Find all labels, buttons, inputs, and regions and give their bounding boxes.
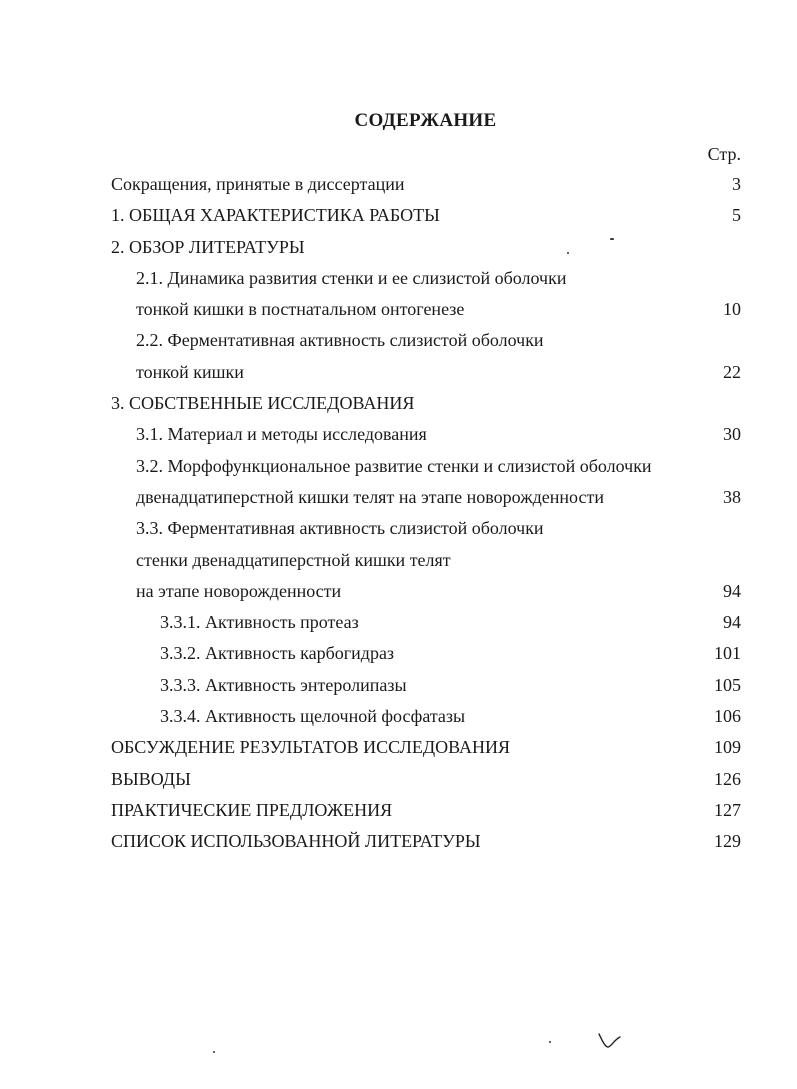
toc-entry-page: 38 <box>723 486 741 507</box>
toc-entry-page: 105 <box>714 674 741 695</box>
toc-entry-page: 129 <box>714 831 741 852</box>
toc-entry-title: 2.2. Ферментативная активность слизистой оболочки <box>136 330 544 351</box>
scan-speck <box>549 1041 551 1043</box>
toc-entry-title: стенки двенадцатиперстной кишки телят <box>136 549 451 570</box>
toc-entry <box>0 546 797 577</box>
toc-entry-page: 94 <box>723 612 741 633</box>
toc-entry <box>0 201 797 232</box>
toc-entry-page: 106 <box>714 706 741 727</box>
toc-entry-title: 3.3.4. Активность щелочной фосфатазы <box>160 706 466 727</box>
toc-entry-page: 109 <box>714 737 741 758</box>
toc-entry <box>0 420 797 451</box>
handwritten-mark <box>596 1030 626 1052</box>
toc-entry-title: 2. ОБЗОР ЛИТЕРАТУРЫ <box>111 236 305 257</box>
toc-entry-title: 3.3.1. Активность протеаз <box>160 612 359 633</box>
toc-entry <box>0 295 797 326</box>
toc-entry <box>0 514 797 545</box>
toc-entry <box>0 796 797 827</box>
toc-entry <box>0 702 797 733</box>
toc-entry-title: ОБСУЖДЕНИЕ РЕЗУЛЬТАТОВ ИССЛЕДОВАНИЯ <box>111 737 511 758</box>
toc-entry-page: 22 <box>723 361 741 382</box>
toc-entry <box>0 577 797 608</box>
toc-entry <box>0 671 797 702</box>
toc-entry-page: 3 <box>732 174 741 194</box>
toc-entry-page: 30 <box>723 424 741 445</box>
toc-entry <box>0 639 797 670</box>
toc-entry-title: на этапе новорожденности <box>136 580 342 601</box>
toc-entry-title: СПИСОК ИСПОЛЬЗОВАННОЙ ЛИТЕРАТУРЫ <box>111 831 481 852</box>
toc-entry <box>0 608 797 639</box>
table-of-contents <box>0 170 797 859</box>
toc-entry <box>0 389 797 420</box>
toc-entry-title: 3. СОБСТВЕННЫЕ ИССЛЕДОВАНИЯ <box>111 393 415 414</box>
toc-entry <box>0 452 797 483</box>
toc-entry-title: 3.1. Материал и методы исследования <box>136 424 427 445</box>
page-title: СОДЕРЖАНИЕ <box>354 110 497 131</box>
toc-entry-page: 126 <box>714 768 741 789</box>
toc-entry-title: ПРАКТИЧЕСКИЕ ПРЕДЛОЖЕНИЯ <box>111 799 393 820</box>
scan-speck <box>213 1051 215 1053</box>
toc-entry-title: 3.2. Морфофункциональное развитие стенки и слизистой оболочки <box>136 455 652 476</box>
page-column-label: Стр. <box>707 144 741 164</box>
toc-entry-title: 1. ОБЩАЯ ХАРАКТЕРИСТИКА РАБОТЫ <box>111 205 440 226</box>
toc-entry-page: 94 <box>723 580 741 601</box>
toc-entry-title: двенадцатиперстной кишки телят на этапе новорожденности <box>136 486 604 507</box>
toc-entry-title: тонкой кишки <box>136 361 244 382</box>
toc-entry-page: 10 <box>723 299 741 320</box>
toc-entry <box>0 765 797 796</box>
scan-speck <box>610 238 614 240</box>
toc-entry-page: 5 <box>732 205 741 226</box>
toc-entry-page: 127 <box>714 799 741 820</box>
toc-entry-page: 101 <box>714 643 741 664</box>
toc-entry <box>0 358 797 389</box>
toc-entry <box>0 733 797 764</box>
toc-entry <box>0 827 797 858</box>
toc-entry-title: 3.3. Ферментативная активность слизистой оболочки <box>136 518 544 539</box>
toc-entry-title: тонкой кишки в постнатальном онтогенезе <box>136 299 465 320</box>
toc-entry <box>0 264 797 295</box>
toc-entry-title: Сокращения, принятые в диссертации <box>111 174 405 194</box>
toc-entry <box>0 326 797 357</box>
toc-entry <box>0 170 797 201</box>
toc-entry <box>0 233 797 264</box>
toc-entry-title: 3.3.2. Активность карбогидраз <box>160 643 395 664</box>
toc-entry-title: 2.1. Динамика развития стенки и ее слизистой оболочки <box>136 267 567 288</box>
toc-entry-title: ВЫВОДЫ <box>111 768 191 789</box>
scan-speck <box>567 252 569 254</box>
toc-entry <box>0 483 797 514</box>
toc-entry-title: 3.3.3. Активность энтеролипазы <box>160 674 407 695</box>
